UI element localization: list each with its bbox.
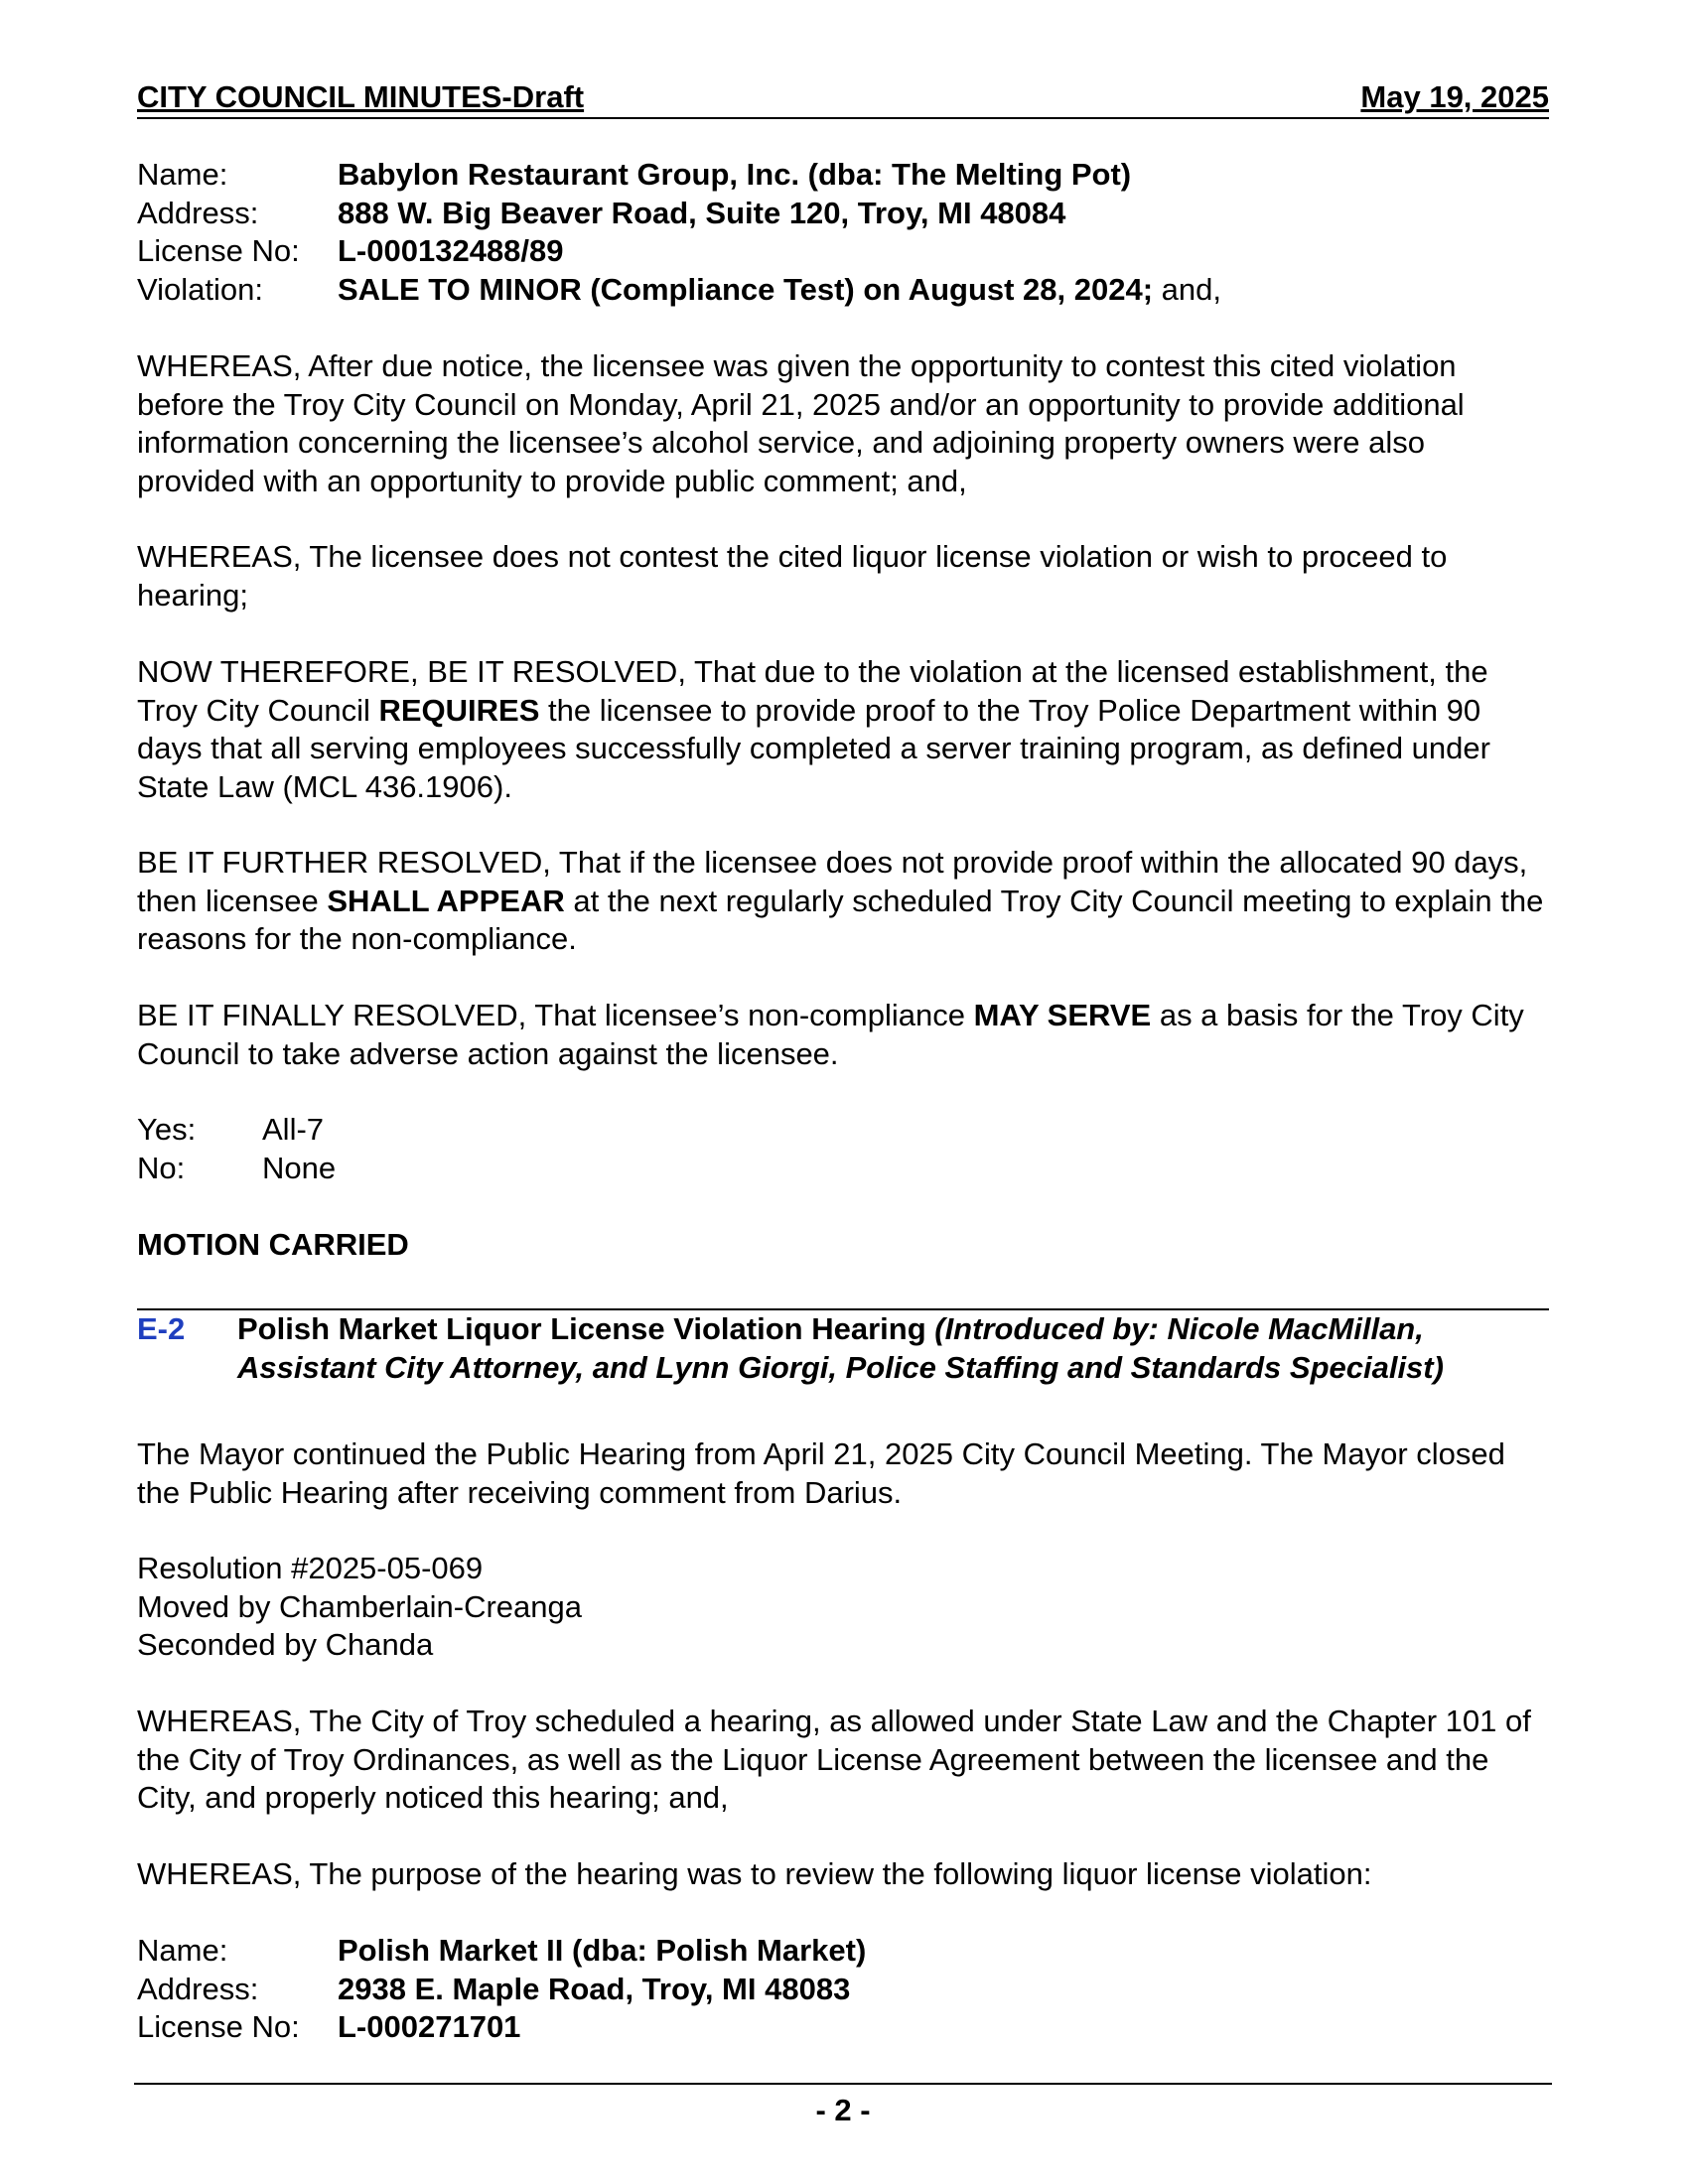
no-label: No: [137, 1150, 186, 1185]
page-header [137, 79, 1549, 119]
resolved-paragraph [137, 653, 1549, 806]
whereas-paragraph-1: WHEREAS, After due notice, the licensee was given the opportunity to contest this cited violation before the Troy City Council on Monday, April 21, 2025 and/or an opportunity to provide additional information concerning the licensee’s alcohol service, and adjoining property owners were also provided with an opportunity to provide public comment; and, [137, 348, 1465, 498]
footer-divider [134, 2083, 1552, 2085]
address-label: Address: [137, 195, 259, 230]
licensee-address: 2938 E. Maple Road, Troy, MI 48083 [338, 1971, 851, 2006]
licensee-address: 888 W. Big Beaver Road, Suite 120, Troy, MI 48084 [338, 195, 1066, 230]
agenda-item-heading [137, 1310, 1549, 1388]
document-date: May 19, 2025 [1360, 79, 1549, 114]
license-details-2 [137, 1932, 1549, 2047]
license-address-row [137, 195, 1549, 233]
further-emphasis: SHALL APPEAR [327, 883, 565, 918]
document-title: CITY COUNCIL MINUTES-Draft [137, 79, 585, 114]
yes-value: All-7 [262, 1112, 325, 1147]
license2-address-row [137, 1971, 1549, 2009]
seconded-by: Seconded by Chanda [137, 1627, 434, 1662]
finally-text-a: BE IT FINALLY RESOLVED, That licensee’s non-compliance [137, 998, 974, 1032]
licensee-name: Babylon Restaurant Group, Inc. (dba: The Melting Pot) [338, 157, 1132, 192]
moved-by: Moved by Chamberlain-Creanga [137, 1588, 583, 1624]
vote-no-row [137, 1150, 1549, 1188]
vote-block [137, 1111, 1549, 1187]
mayor-paragraph: The Mayor continued the Public Hearing from April 21, 2025 City Council Meeting. The Mayor closed the Public Hearing after receiving comment from Darius. [137, 1436, 1505, 1510]
license2-number-row [137, 2008, 1549, 2047]
license-name-row [137, 156, 1549, 195]
violation-label: Violation: [137, 271, 263, 307]
further-resolved-paragraph [137, 844, 1549, 959]
violation-tail: and, [1153, 271, 1221, 307]
page-number: - 2 - [815, 2093, 871, 2127]
item-title-text: Polish Market Liquor License Violation Hearing [237, 1311, 926, 1346]
vote-yes-row [137, 1111, 1549, 1150]
no-value: None [262, 1150, 337, 1185]
resolved-emphasis: REQUIRES [378, 692, 540, 728]
address-label: Address: [137, 1971, 259, 2006]
yes-label: Yes: [137, 1112, 197, 1147]
resolution-number: Resolution #2025-05-069 [137, 1551, 484, 1585]
violation-text [338, 271, 1221, 310]
whereas-purpose-paragraph: WHEREAS, The purpose of the hearing was to review the following liquor license violation: [137, 1856, 1372, 1891]
license-number: L-000132488/89 [338, 233, 564, 268]
item-introduced-by: (Introduced by: Nicole MacMillan, Assistant City Attorney, and Lynn Giorgi, Police Staffing and Standards Specialist) [237, 1311, 1444, 1385]
licensee-name: Polish Market II (dba: Polish Market) [338, 1933, 867, 1968]
name-label: Name: [137, 1933, 228, 1968]
license-label: License No: [137, 233, 300, 268]
license-label: License No: [137, 2009, 300, 2044]
resolved-text-a: NOW THEREFORE, BE IT RESOLVED, That due to the violation at the licensed establishment, the Troy City Council [137, 654, 1488, 728]
whereas-paragraph-2: WHEREAS, The licensee does not contest the cited liquor license violation or wish to proceed to hearing; [137, 539, 1448, 613]
license-violation-row [137, 271, 1549, 310]
finally-emphasis: MAY SERVE [973, 998, 1152, 1032]
agenda-item-title [237, 1310, 1549, 1387]
finally-text-c: as a basis for the Troy City Council to take adverse action against the licensee. [137, 998, 1524, 1071]
name-label: Name: [137, 157, 228, 192]
finally-resolved-paragraph [137, 997, 1549, 1073]
license-number: L-000271701 [338, 2009, 521, 2044]
further-text-c: at the next regularly scheduled Troy City Council meeting to explain the reasons for the non-compliance. [137, 883, 1544, 956]
motion-result: MOTION CARRIED [137, 1227, 409, 1262]
agenda-item-number: E-2 [137, 1311, 186, 1346]
license-details-1 [137, 156, 1549, 309]
whereas-hearing-paragraph: WHEREAS, The City of Troy scheduled a hearing, as allowed under State Law and the Chapter 101 of the City of Troy Ordinances, as well as the Liquor License Agreement between the licensee and the City, and properly noticed this hearing; and, [137, 1704, 1531, 1815]
violation-value: SALE TO MINOR (Compliance Test) on August 28, 2024; [338, 271, 1154, 307]
further-text-a: BE IT FURTHER RESOLVED, That if the licensee does not provide proof within the allocated 90 days, then licensee [137, 845, 1528, 918]
license2-name-row [137, 1932, 1549, 1971]
license-number-row [137, 232, 1549, 271]
resolved-text-c: the licensee to provide proof to the Troy Police Department within 90 days that all serving employees successfully completed a server training program, as defined under State Law (MCL 436.1906). [137, 692, 1490, 804]
resolution-block [137, 1550, 1549, 1665]
